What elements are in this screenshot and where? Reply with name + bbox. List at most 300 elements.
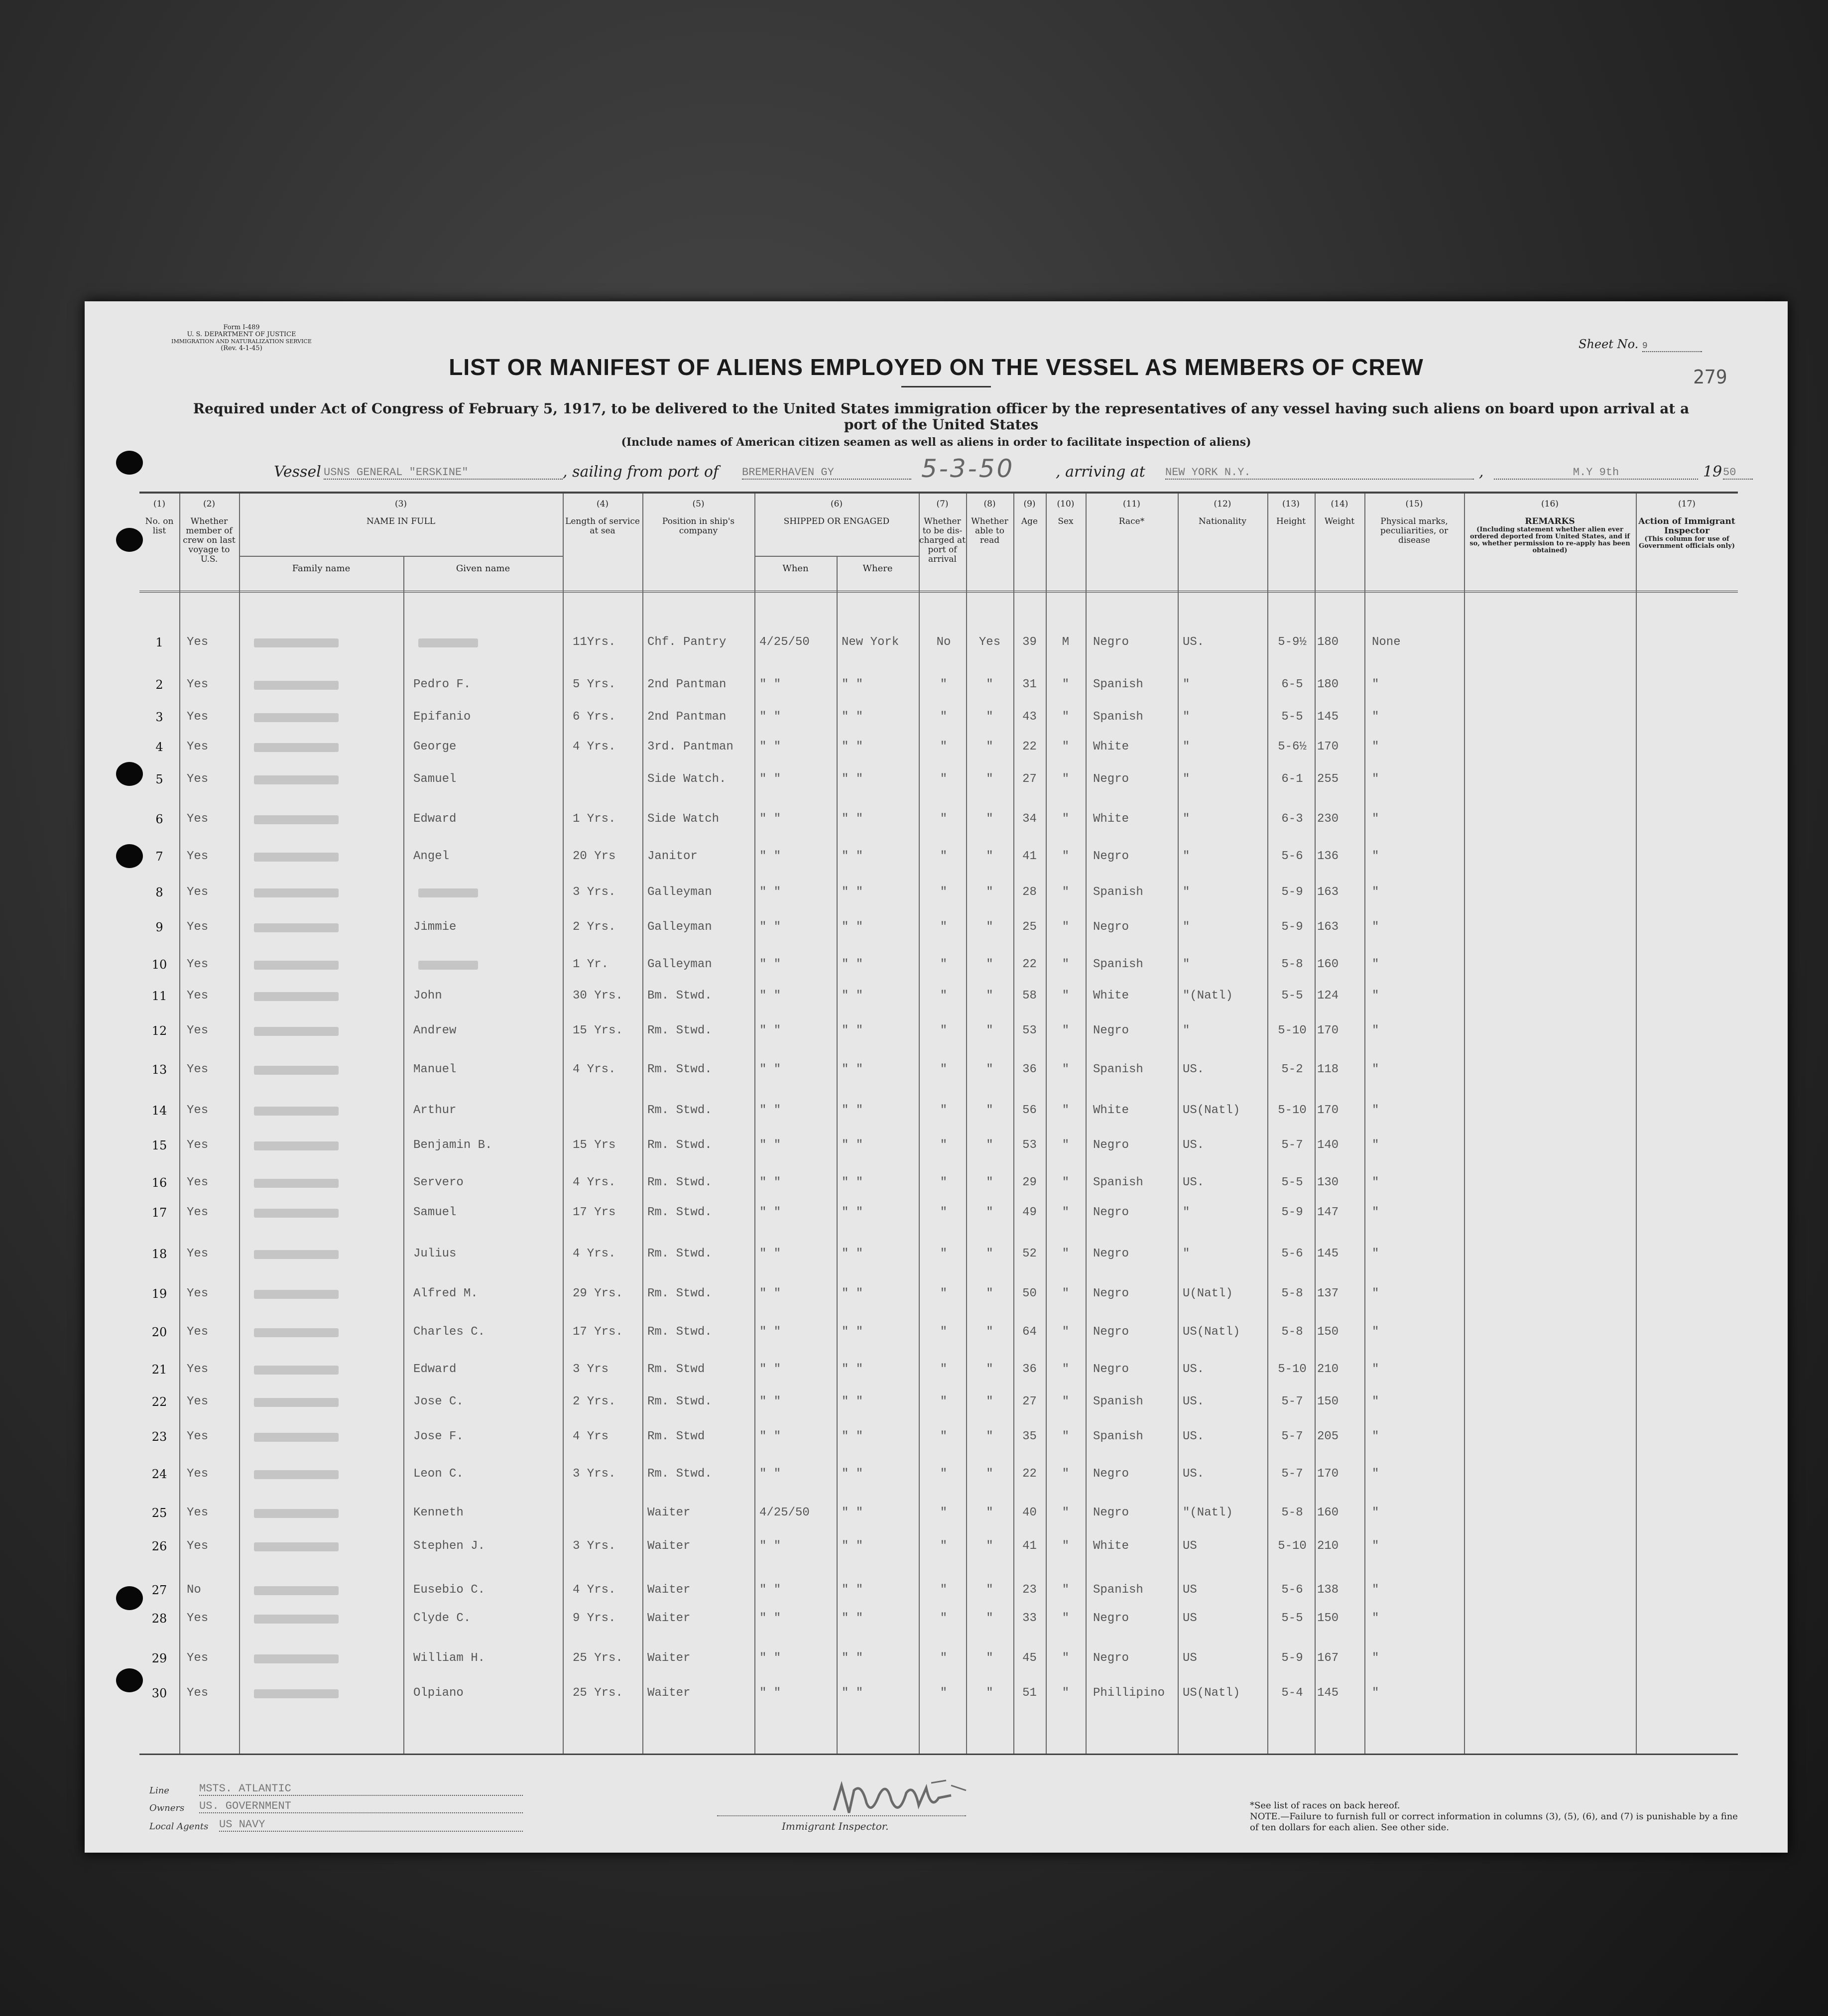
cell-weight: 180 [1317,635,1339,649]
cell-age: 35 [1022,1430,1037,1443]
cell-position: 3rd. Pantman [647,740,733,754]
cell-read: " [986,1063,993,1076]
cell-read: " [986,1430,993,1443]
cell-given: Epifanio [413,710,471,724]
cell-nat: " [1183,812,1190,826]
column-header-c3 [239,494,563,588]
column-number: (12) [1214,499,1231,509]
cell-race: Negro [1093,1651,1129,1665]
cell-nat: " [1183,958,1190,971]
cell-crew: Yes [187,989,209,1003]
family-name-redacted [254,1433,339,1442]
cell-service: 17 Yrs. [573,1325,623,1339]
cell-position: Waiter [647,1583,691,1597]
cell-service: 30 Yrs. [573,989,623,1003]
cell-nat: " [1183,740,1190,754]
cell-race: Spanish [1093,1430,1143,1443]
footer-notes [1250,1800,1748,1833]
cell-no: 22 [151,1395,167,1409]
cell-read: " [986,850,993,863]
column-number: (11) [1123,499,1140,509]
cell-race: Negro [1093,1206,1129,1219]
cell-height: 5-8 [1281,958,1303,971]
cell-read: " [986,920,993,934]
cell-weight: 170 [1317,1104,1339,1117]
vessel-line: Vessel USNS GENERAL "ERSKINE" , sailing from port of BREMERHAVEN GY 5-3-50 , arriving at NEW YORK N.Y. , M.Y 9th 19 50 [144,463,1688,483]
cell-weight: 145 [1317,1686,1339,1700]
cell-race: Negro [1093,635,1129,649]
cell-read: " [986,772,993,786]
table-row [139,989,1738,1019]
cell-height: 5-9 [1281,1651,1303,1665]
cell-read: " [986,1325,993,1339]
cell-crew: Yes [187,1287,209,1300]
cell-age: 53 [1022,1024,1037,1037]
cell-weight: 170 [1317,740,1339,754]
subheader-when: When [782,563,809,574]
cell-when: " " [759,1539,781,1553]
table-row [139,1063,1738,1093]
table-row [139,1651,1738,1681]
cell-service: 11Yrs. [573,635,616,649]
cell-disch: " [940,1395,948,1408]
cell-no: 15 [151,1138,167,1152]
owners-label: Owners [149,1803,185,1813]
cell-marks: " [1372,1686,1379,1700]
cell-nat: US. [1183,635,1205,649]
cell-crew: Yes [187,958,209,971]
cell-crew: Yes [187,740,209,754]
column-sublabel: (This column for use of Government officials only) [1639,535,1735,550]
column-header-c16 [1464,494,1636,588]
cell-race: Spanish [1093,1583,1143,1597]
cell-marks: " [1372,1612,1379,1625]
cell-given: Kenneth [413,1506,464,1519]
cell-height: 5-2 [1281,1063,1303,1076]
cell-nat: US. [1183,1063,1205,1076]
cell-position: Rm. Stwd. [647,1395,712,1408]
family-name-redacted [254,1179,339,1188]
cell-service: 20 Yrs [573,850,616,863]
punch-hole [116,762,143,786]
cell-height: 5-10 [1278,1024,1307,1037]
sailing-port: BREMERHAVEN GY [742,466,911,480]
cell-nat: US. [1183,1363,1205,1376]
cell-position: Waiter [647,1506,691,1519]
cell-position: Rm. Stwd. [647,1287,712,1300]
cell-given: Leon C. [413,1467,464,1481]
cell-read: " [986,1651,993,1665]
cell-crew: Yes [187,850,209,863]
column-header-c8 [966,494,1013,588]
cell-nat: " [1183,885,1190,899]
column-header-c7 [919,494,966,588]
column-label: Whether to be dis-charged at port of arrival [919,516,966,564]
cell-marks: " [1372,1395,1379,1408]
cell-sex: " [1062,1247,1070,1260]
cell-service: 5 Yrs. [573,678,616,691]
cell-marks: " [1372,1104,1379,1117]
cell-marks: " [1372,1024,1379,1037]
cell-age: 36 [1022,1063,1037,1076]
manifest-sheet [85,301,1788,1853]
table-row [139,850,1738,880]
cell-given: Angel [413,850,450,863]
column-label: Length of service at sea [565,516,640,536]
subheader-rule [239,556,563,557]
cell-nat: US. [1183,1430,1205,1443]
cell-crew: Yes [187,678,209,691]
given-name-illegible [418,961,478,970]
column-header-c10 [1046,494,1086,588]
cell-no: 18 [151,1247,167,1261]
cell-height: 5-5 [1281,1176,1303,1189]
cell-service: 3 Yrs [573,1363,609,1376]
cell-race: Negro [1093,1506,1129,1519]
cell-age: 22 [1022,1467,1037,1481]
vessel-label: Vessel [274,463,321,481]
cell-marks: " [1372,1651,1379,1665]
cell-when: " " [759,1176,781,1189]
cell-read: " [986,1612,993,1625]
cell-nat: "(Natl) [1183,1506,1233,1519]
cell-sex: " [1062,710,1070,724]
cell-age: 40 [1022,1506,1037,1519]
cell-when: " " [759,958,781,971]
cell-height: 5-5 [1281,710,1303,724]
cell-disch: " [940,850,948,863]
cell-position: Rm. Stwd. [647,1024,712,1037]
cell-read: " [986,958,993,971]
cell-race: Spanish [1093,885,1143,899]
cell-marks: " [1372,1325,1379,1339]
cell-no: 8 [155,885,163,899]
cell-given: Edward [413,1363,457,1376]
owners-value: US. GOVERNMENT [199,1800,523,1813]
cell-when: " " [759,1287,781,1300]
cell-age: 33 [1022,1612,1037,1625]
cell-position: Waiter [647,1686,691,1700]
cell-given: Edward [413,812,457,826]
family-name-redacted [254,1027,339,1036]
cell-no: 13 [151,1063,167,1077]
column-header-c14 [1315,494,1364,588]
cell-sex: " [1062,1104,1070,1117]
table-row [139,1104,1738,1134]
family-name-redacted [254,853,339,862]
page-subnote: (Include names of American citizen seamen as well as aliens in order to facilitate inspection of aliens) [621,436,1251,449]
races-note: *See list of races on back hereof. [1250,1800,1400,1811]
cell-given: George [413,740,457,754]
cell-height: 5-9 [1281,1206,1303,1219]
cell-when: " " [759,1686,781,1700]
form-identification [159,324,324,352]
column-number: (10) [1057,499,1075,509]
year-value: 50 [1723,466,1753,480]
cell-weight: 140 [1317,1138,1339,1152]
family-name-redacted [254,1654,339,1663]
cell-no: 21 [151,1363,167,1377]
cell-no: 11 [151,989,167,1003]
cell-when: " " [759,1651,781,1665]
cell-age: 41 [1022,1539,1037,1553]
cell-age: 45 [1022,1651,1037,1665]
cell-service: 2 Yrs. [573,920,616,934]
cell-service: 29 Yrs. [573,1287,623,1300]
cell-given: Eusebio C. [413,1583,486,1597]
cell-marks: " [1372,989,1379,1003]
arriving-port: NEW YORK N.Y. [1165,466,1474,480]
cell-position: Rm. Stwd. [647,1247,712,1260]
column-label: Physical marks, peculiarities, or disease [1380,516,1449,545]
form-revision: (Rev. 4-1-45) [221,345,262,352]
cell-position: Side Watch. [647,772,727,786]
sheet-label: Sheet No. [1579,337,1639,351]
cell-crew: Yes [187,1686,209,1700]
cell-disch: " [940,1287,948,1300]
cell-given: Benjamin B. [413,1138,492,1152]
cell-service: 1 Yrs. [573,812,616,826]
cell-weight: 160 [1317,958,1339,971]
subheader-family-name: Family name [292,563,351,574]
family-name-redacted [254,1328,339,1337]
cell-no: 14 [151,1104,167,1118]
column-label: Whether member of crew on last voyage to U.S. [183,516,236,564]
cell-no: 7 [155,850,163,864]
year-prefix: 19 [1703,463,1722,481]
cell-height: 5-9½ [1278,635,1307,649]
cell-disch: " [940,1104,948,1117]
family-name-redacted [254,1615,339,1624]
cell-marks: " [1372,885,1379,899]
cell-weight: 147 [1317,1206,1339,1219]
family-name-redacted [254,1366,339,1375]
cell-weight: 145 [1317,1247,1339,1260]
cell-nat: U(Natl) [1183,1287,1233,1300]
cell-service: 25 Yrs. [573,1686,623,1700]
cell-marks: " [1372,710,1379,724]
cell-where: " " [842,1024,863,1037]
family-name-redacted [254,1586,339,1595]
cell-given: Stephen J. [413,1539,486,1553]
cell-age: 41 [1022,850,1037,863]
cell-when: " " [759,1467,781,1481]
cell-sex: " [1062,1063,1070,1076]
table-row [139,885,1738,915]
cell-nat: " [1183,920,1190,934]
cell-no: 9 [155,920,163,934]
punch-hole [116,1668,143,1692]
cell-no: 17 [151,1206,167,1220]
cell-sex: " [1062,1206,1070,1219]
cell-crew: Yes [187,1138,209,1152]
cell-crew: Yes [187,1539,209,1553]
column-header-c2 [179,494,239,588]
cell-service: 4 Yrs [573,1430,609,1443]
family-name-redacted [254,1107,339,1116]
cell-disch: " [940,1176,948,1189]
cell-nat: US. [1183,1138,1205,1152]
column-header-c17 [1636,494,1738,588]
column-header-c12 [1178,494,1267,588]
cell-age: 29 [1022,1176,1037,1189]
cell-read: " [986,1287,993,1300]
cell-race: Negro [1093,1612,1129,1625]
cell-crew: Yes [187,1612,209,1625]
cell-read: " [986,1506,993,1519]
cell-disch: " [940,1247,948,1260]
subheader-where: Where [862,563,893,574]
cell-disch: " [940,920,948,934]
cell-age: 43 [1022,710,1037,724]
cell-sex: M [1062,635,1070,649]
cell-height: 5-7 [1281,1138,1303,1152]
column-number: (3) [394,499,407,509]
cell-no: 19 [151,1287,167,1301]
cell-sex: " [1062,1686,1070,1700]
cell-position: Rm. Stwd [647,1430,705,1443]
sailing-label: , sailing from port of [563,463,719,481]
cell-where: " " [842,1063,863,1076]
cell-sex: " [1062,1467,1070,1481]
cell-sex: " [1062,1024,1070,1037]
cell-no: 10 [151,958,167,972]
cell-service: 3 Yrs. [573,885,616,899]
cell-nat: US(Natl) [1183,1104,1240,1117]
column-header-c1 [139,494,179,588]
cell-age: 58 [1022,989,1037,1003]
family-name-redacted [254,888,339,897]
cell-crew: Yes [187,885,209,899]
cell-race: Negro [1093,1247,1129,1260]
column-number: (7) [936,499,949,509]
cell-position: Side Watch [647,812,720,826]
footer [85,1775,1788,1850]
cell-given: Servero [413,1176,464,1189]
cell-weight: 255 [1317,772,1339,786]
cell-where: " " [842,1138,863,1152]
cell-crew: Yes [187,1325,209,1339]
cell-read: " [986,812,993,826]
cell-height: 5-6½ [1278,740,1307,754]
cell-when: " " [759,1363,781,1376]
cell-read: " [986,1363,993,1376]
cell-nat: US. [1183,1395,1205,1408]
cell-nat: US [1183,1612,1197,1625]
cell-disch: " [940,1430,948,1443]
cell-where: " " [842,1612,863,1625]
cell-height: 5-7 [1281,1430,1303,1443]
table-row [139,1539,1738,1569]
cell-weight: 230 [1317,812,1339,826]
cell-given: John [413,989,442,1003]
cell-read: " [986,885,993,899]
sheet-number [1579,337,1702,352]
cell-disch: " [940,1583,948,1597]
cell-height: 5-8 [1281,1506,1303,1519]
cell-crew: Yes [187,772,209,786]
inspector-signature-line [717,1815,966,1816]
inspector-label: Immigrant Inspector. [782,1820,889,1832]
cell-where: " " [842,1325,863,1339]
cell-crew: No [187,1583,201,1597]
column-number: (4) [596,499,609,509]
punch-hole [116,1586,143,1610]
form-department: U. S. DEPARTMENT OF JUSTICE [187,331,296,338]
cell-race: Negro [1093,850,1129,863]
cell-age: 52 [1022,1247,1037,1260]
cell-given: Arthur [413,1104,457,1117]
cell-read: " [986,678,993,691]
column-sublabel: (Including statement whether alien ever ordered deported from United States, and if so, whether permission to re-apply has been obtained) [1469,526,1630,554]
cell-disch: " [940,1651,948,1665]
family-name-redacted [254,1398,339,1407]
family-name-redacted [254,1141,339,1150]
cell-marks: None [1372,635,1401,649]
cell-marks: " [1372,1430,1379,1443]
cell-nat: US. [1183,1176,1205,1189]
cell-read: " [986,1539,993,1553]
cell-height: 5-9 [1281,920,1303,934]
cell-when: " " [759,710,781,724]
cell-marks: " [1372,1063,1379,1076]
cell-race: Spanish [1093,1395,1143,1408]
cell-height: 6-1 [1281,772,1303,786]
cell-age: 53 [1022,1138,1037,1152]
cell-read: " [986,1583,993,1597]
agents-value: US NAVY [219,1818,523,1832]
punch-hole [116,844,143,868]
cell-marks: " [1372,740,1379,754]
column-number: (2) [203,499,216,509]
cell-when: " " [759,920,781,934]
cell-race: Negro [1093,1024,1129,1037]
family-name-redacted [254,1542,339,1551]
cell-where: " " [842,1176,863,1189]
cell-weight: 163 [1317,885,1339,899]
cell-crew: Yes [187,1024,209,1037]
cell-crew: Yes [187,812,209,826]
header-rule [139,591,1738,593]
family-name-redacted [254,713,339,722]
cell-age: 64 [1022,1325,1037,1339]
table-row [139,710,1738,740]
cell-position: Rm. Stwd. [647,1138,712,1152]
cell-disch: " [940,1325,948,1339]
cell-where: " " [842,850,863,863]
cell-race: White [1093,1104,1129,1117]
subheader-rule [754,556,919,557]
cell-marks: " [1372,1206,1379,1219]
cell-weight: 163 [1317,920,1339,934]
crew-table [139,492,1738,1755]
cell-crew: Yes [187,1506,209,1519]
table-row [139,1583,1738,1613]
cell-weight: 138 [1317,1583,1339,1597]
cell-position: Rm. Stwd [647,1363,705,1376]
cell-marks: " [1372,678,1379,691]
cell-disch: " [940,1024,948,1037]
family-name-redacted [254,1250,339,1259]
table-row [139,1024,1738,1054]
cell-crew: Yes [187,1063,209,1076]
cell-height: 5-7 [1281,1395,1303,1408]
cell-race: Negro [1093,1287,1129,1300]
cell-position: Bm. Stwd. [647,989,712,1003]
column-label: SHIPPED OR ENGAGED [783,516,890,526]
column-header-c9 [1013,494,1046,588]
cell-age: 28 [1022,885,1037,899]
